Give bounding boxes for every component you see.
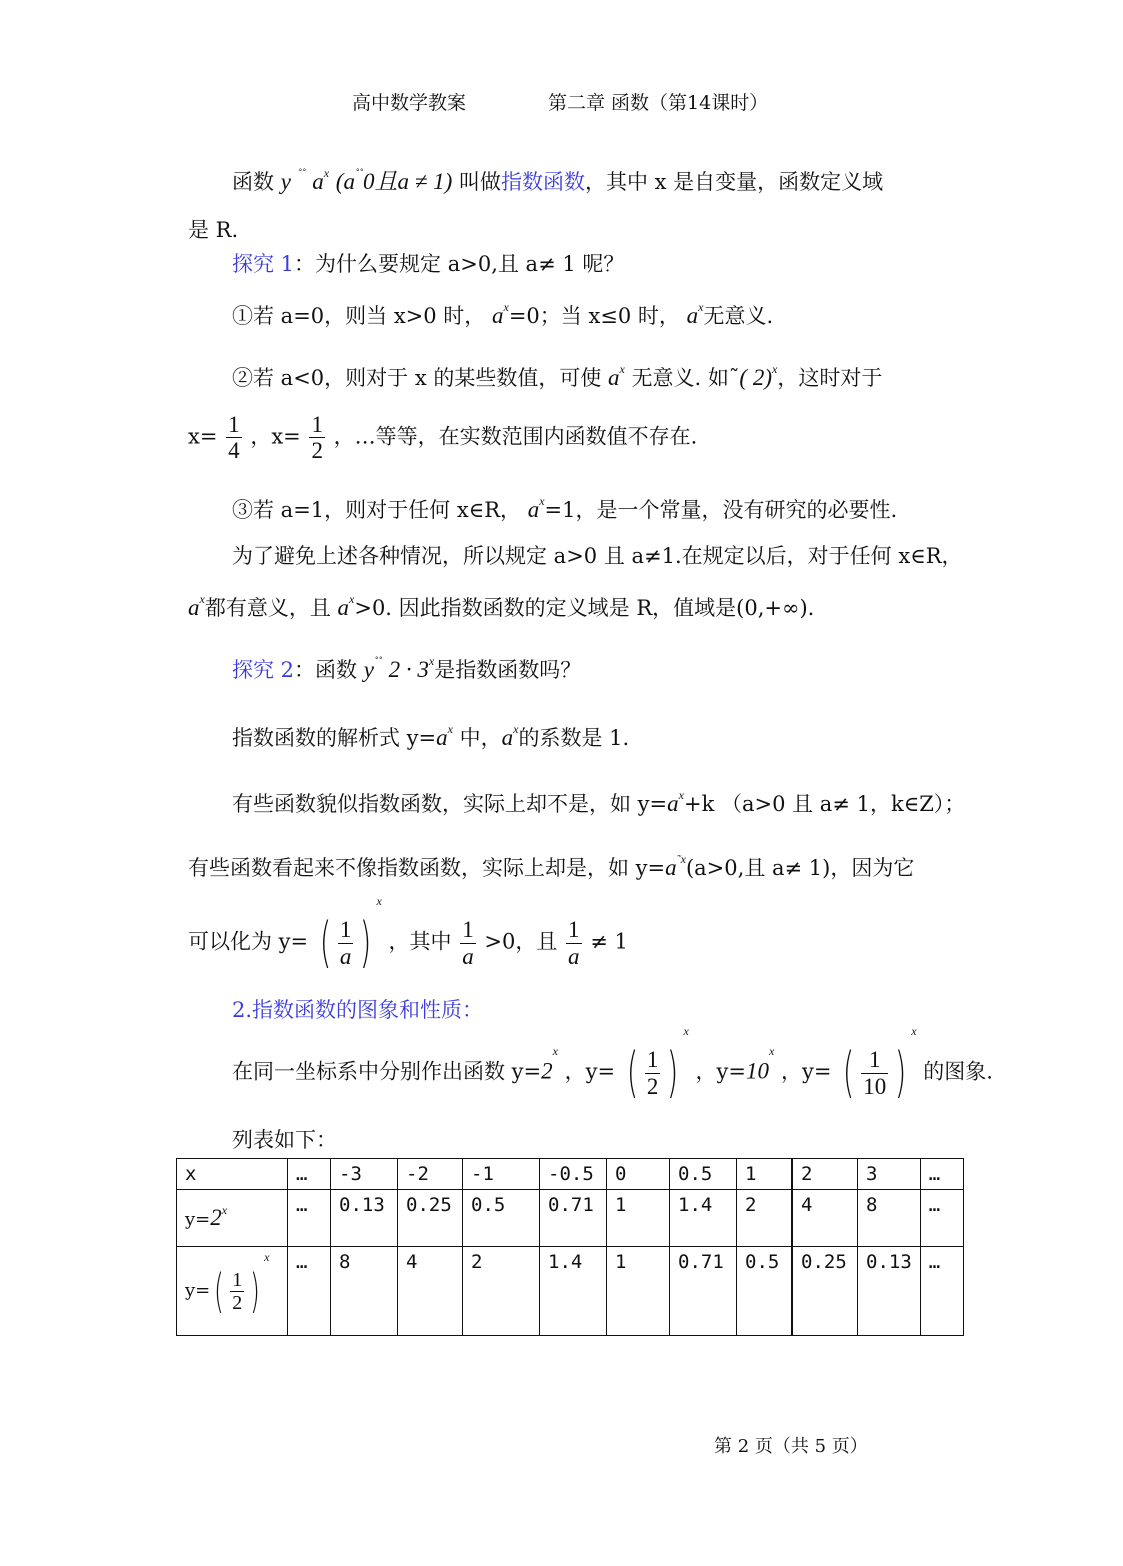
term-exponential-function: 指数函数 [500, 170, 585, 194]
case-3: ③若 a=1，则对于任何 x∈R， $a^x=1$，是一个常量，没有研究的必要性. [232, 494, 898, 522]
table-cell: 2 [463, 1247, 540, 1336]
table-cell: 8 [858, 1190, 921, 1247]
page-footer: 第 2 页（共 5 页） [714, 1436, 868, 1457]
values-table [176, 1158, 964, 1336]
table-cell: -2 [398, 1159, 463, 1190]
table-cell: 0.5 [737, 1247, 793, 1336]
table-cell: 4 [792, 1190, 858, 1247]
definition-line: 函数 y ˚˚ $a^x$ (a˚˚0且a ≠ 1) 叫做指数函数，其中 x 是自变量，函数定义域 [232, 166, 884, 194]
table-cell: … [288, 1247, 331, 1336]
table-cell: 0.5 [670, 1159, 737, 1190]
table-cell: … [920, 1159, 963, 1190]
table-cell: -3 [331, 1159, 398, 1190]
table-cell: 1 [607, 1190, 670, 1247]
table-cell: … [920, 1247, 963, 1336]
table-cell: 0.71 [540, 1190, 607, 1247]
analytic-form-line: 指数函数的解析式 $y=a^x$ 中，$a^x$的系数是 1. [232, 722, 630, 750]
table-cell: … [920, 1190, 963, 1247]
fraction-one-over-a-2: $\frac{1}{a}$ [462, 917, 474, 969]
table-cell: 0.71 [670, 1247, 737, 1336]
disguised-line: 有些函数看起来不像指数函数，实际上却是，如 $y=a^{˜x}(a>0$,且 a≠ 1)，因为它 [188, 852, 915, 880]
row-label-2x: $y=2^x$ [177, 1190, 288, 1247]
table-cell: -0.5 [540, 1159, 607, 1190]
table-cell: 1 [607, 1247, 670, 1336]
fraction-one-over-a-3: $\frac{1}{a}$ [568, 917, 580, 969]
case-2-values: x= $\frac{1}{4}$ ，x= $\frac{1}{2}$ ，…等等，在实数范围内函数值不存在. [188, 412, 698, 464]
table-cell: … [288, 1190, 331, 1247]
row-label-half-x: y=( $\frac{1}{2}$ )$^x$ [177, 1247, 288, 1336]
graph-functions-line: 在同一坐标系中分别作出函数 $y=2^x$ ，y= ( $\frac{1}{2}$ )$^x$ ，$y=10^x$ ，y= ( $\frac{1}{10}$ )$^x$ 的图象. [232, 1024, 993, 1104]
table-cell: x [177, 1159, 288, 1190]
case-1: ①若 a=0，则当 x>0 时， $a^x=0$；当 x≤0 时， $a^x$无意义. [232, 300, 774, 328]
table-row-half-x [177, 1247, 964, 1336]
rewrite-line: 可以化为 y= ( $\frac{1}{a}$ )$^x$ ，其中 $\frac{1}{a}$ >0，且 $\frac{1}{a}$ ≠ 1 [188, 894, 628, 974]
table-row-2x [177, 1190, 964, 1247]
section-2-title: 2.指数函数的图象和性质： [232, 998, 484, 1022]
table-cell: 1 [737, 1159, 793, 1190]
table-cell: 1.4 [670, 1190, 737, 1247]
fraction-one-half-b: $\frac{1}{2}$ [646, 1047, 659, 1099]
explore-1: 探究 1：为什么要规定 a>0,且 a≠ 1 呢？ [232, 252, 625, 276]
fraction-one-tenth: $\frac{1}{10}$ [863, 1047, 887, 1099]
table-header-row [177, 1159, 964, 1190]
table-cell: 0.25 [792, 1247, 858, 1336]
conclusion-line-1: 为了避免上述各种情况，所以规定 a>0 且 a≠1.在规定以后，对于任何 x∈R， [232, 544, 963, 568]
table-cell: 0 [607, 1159, 670, 1190]
definition-line-cont: 是 R. [188, 218, 239, 242]
table-cell: 4 [398, 1247, 463, 1336]
table-cell: 0.25 [398, 1190, 463, 1247]
lookalike-line: 有些函数貌似指数函数，实际上却不是，如 $y=a^x+k$ （a>0 且 a≠ 1，k∈Z）； [232, 788, 966, 816]
table-cell: -1 [463, 1159, 540, 1190]
fraction-one-quarter: $\frac{1}{4}$ [228, 412, 240, 464]
header-chapter: 第二章 函数（第14课时） [548, 92, 769, 114]
header-title: 高中数学教案 [352, 92, 467, 114]
case-2: ②若 a<0，则对于 x 的某些数值，可使 $a^x$ 无意义. 如˜( 2)$^x$，这时对于 [232, 362, 883, 390]
table-cell: … [288, 1159, 331, 1190]
fraction-one-over-a: $\frac{1}{a}$ [339, 917, 352, 969]
table-cell: 3 [858, 1159, 921, 1190]
table-cell: 0.5 [463, 1190, 540, 1247]
table-cell: 2 [792, 1159, 858, 1190]
table-cell: 0.13 [331, 1190, 398, 1247]
table-cell: 1.4 [540, 1247, 607, 1336]
table-cell: 2 [737, 1190, 793, 1247]
fraction-one-half: $\frac{1}{2}$ [311, 412, 323, 464]
table-intro: 列表如下： [232, 1128, 337, 1152]
conclusion-line-2: $a^x$都有意义，且 $a^x>0$. 因此指数函数的定义域是 R，值域是(0,+∞). [188, 592, 815, 620]
table-cell: 0.13 [858, 1247, 921, 1336]
table-cell: 8 [331, 1247, 398, 1336]
explore-2: 探究 2：函数 y˚˚ $2 \cdot 3^x$是指数函数吗？ [232, 654, 582, 682]
